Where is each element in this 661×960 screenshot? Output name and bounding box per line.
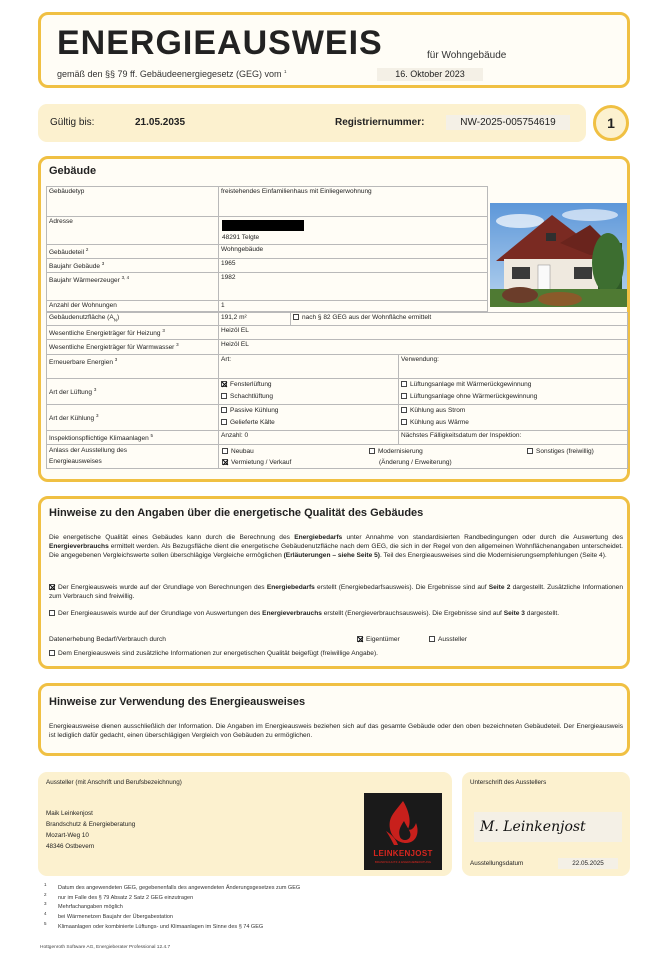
reason-label: Anlass der Ausstellung des Energieausweises bbox=[47, 444, 219, 468]
data-collection-owner: Eigentümer bbox=[357, 636, 400, 643]
ac-label: Inspektionspflichtige Klimaanlagen $^5$ bbox=[47, 430, 219, 444]
cooling-delivered-checkbox[interactable] bbox=[221, 419, 227, 425]
header-box bbox=[38, 12, 630, 88]
document-subtitle: für Wohngebäude bbox=[427, 50, 507, 61]
software-credit: Hottgenroth Software AG, Energieberater Professional 12.4.7 bbox=[40, 945, 171, 950]
area-value: 191,2 m² bbox=[219, 313, 291, 326]
ventilation-window-checkbox[interactable] bbox=[221, 381, 227, 387]
heating-carrier-value: Heizöl EL bbox=[219, 326, 628, 340]
area-option: nach § 82 GEG aus der Wohnfläche ermittelt bbox=[291, 313, 628, 326]
heater-year-label: Baujahr Wärmeerzeuger $^{3, 4}$ bbox=[47, 273, 219, 301]
cooling-options-left: Passive Kühlung Gelieferte Kälte bbox=[219, 404, 399, 430]
area-option-checkbox[interactable] bbox=[293, 314, 299, 320]
ac-count: Anzahl: 0 bbox=[219, 430, 399, 444]
heater-year-value: 1982 bbox=[219, 273, 488, 301]
logo-subtext: BRANDSCHUTZ & ENERGIEBERATUNG bbox=[374, 860, 432, 864]
quality-option-demand: Der Energieausweis wurde auf der Grundlage von Berechnungen des Energiebedarfs erstellt (Energiebedarfsausweis). Die Ergebnisse sind auf Seite 2 dargestellt. Zusätzliche Informationen zum Verbrauch sind freiwillig. bbox=[49, 584, 623, 600]
page-number-badge: 1 bbox=[593, 105, 629, 141]
law-date: 16. Oktober 2023 bbox=[377, 68, 483, 81]
cooling-electric-checkbox[interactable] bbox=[401, 407, 407, 413]
ventilation-options-right: Lüftungsanlage mit Wärmerückgewinnung Lüftungsanlage ohne Wärmerückgewinnung bbox=[399, 378, 628, 404]
issuer-name: Maik Leinkenjost bbox=[46, 810, 93, 817]
footnote: $^3$Mehrfachangaben möglich bbox=[44, 901, 123, 911]
ventilation-norecovery-checkbox[interactable] bbox=[401, 393, 407, 399]
issuer-logo bbox=[364, 793, 442, 870]
building-photo bbox=[490, 203, 627, 307]
year-built-value: 1965 bbox=[219, 259, 488, 273]
law-reference bbox=[57, 69, 287, 79]
valid-until-value: 21.05.2035 bbox=[135, 117, 186, 128]
data-collection-issuer: Aussteller bbox=[429, 636, 467, 643]
issue-date-value: 22.05.2025 bbox=[558, 858, 618, 869]
water-carrier-label: Wesentliche Energieträger für Warmwasser $^3$ bbox=[47, 340, 219, 354]
reason-modernization-sub: (Änderung / Erweiterung) bbox=[379, 458, 452, 466]
issue-date-label: Ausstellungsdatum bbox=[470, 860, 524, 867]
units-label: Anzahl der Wohnungen bbox=[47, 301, 219, 312]
footnote: $^1$Datum des angewendeten GEG, gegebenenfalls des angewendeten Änderungsgesetzes zum GEG bbox=[44, 882, 301, 891]
issuer-checkbox[interactable] bbox=[429, 636, 435, 642]
issuer-label: Aussteller (mit Anschrift und Berufsbezeichnung) bbox=[46, 779, 182, 786]
reason-other-checkbox[interactable] bbox=[527, 448, 533, 454]
demand-certificate-checkbox[interactable] bbox=[49, 584, 55, 590]
footnotes bbox=[44, 882, 604, 930]
reason-new-checkbox[interactable] bbox=[222, 448, 228, 454]
quality-notes-section bbox=[38, 496, 630, 669]
quality-section-title: Hinweise zu den Angaben über die energetische Qualität des Gebäudes bbox=[49, 507, 424, 519]
reason-modernization-checkbox[interactable] bbox=[369, 448, 375, 454]
building-table-top bbox=[46, 186, 488, 312]
heating-carrier-label: Wesentliche Energieträger für Heizung $^3$ bbox=[47, 326, 219, 340]
building-type-label: Gebäudetyp bbox=[47, 187, 219, 217]
water-carrier-value: Heizöl EL bbox=[219, 340, 628, 354]
reason-rent-checkbox[interactable] bbox=[222, 459, 228, 465]
usage-section-title: Hinweise zur Verwendung des Energieausweises bbox=[49, 696, 306, 708]
validity-bar bbox=[38, 104, 586, 142]
ventilation-recovery-checkbox[interactable] bbox=[401, 381, 407, 387]
signature-panel bbox=[462, 772, 630, 876]
issuer-panel bbox=[38, 772, 452, 876]
renewables-type: Art: bbox=[219, 354, 399, 378]
ventilation-shaft-checkbox[interactable] bbox=[221, 393, 227, 399]
building-table-bottom bbox=[46, 312, 628, 469]
building-part-value: Wohngebäude bbox=[219, 245, 488, 259]
quality-option-consumption: Der Energieausweis wurde auf der Grundlage von Auswertungen des Energieverbrauchs erstellt (Energieverbrauchsausweis). Die Ergebnisse sind auf Seite 3 dargestellt. bbox=[49, 609, 623, 618]
signature: M. Leinkenjost bbox=[474, 812, 622, 842]
logo-text: LEINKENJOST bbox=[373, 849, 433, 858]
renewables-label: Erneuerbare Energien $^3$ bbox=[47, 354, 219, 378]
registration-value: NW-2025-005754619 bbox=[446, 115, 570, 130]
flame-icon bbox=[364, 795, 442, 849]
footnote: $^5$Klimaanlagen oder kombinierte Lüftungs- und Klimaanlagen im Sinne des § 74 GEG bbox=[44, 920, 264, 930]
ac-next-inspection: Nächstes Fälligkeitsdatum der Inspektion: bbox=[399, 430, 628, 444]
address-label: Adresse bbox=[47, 217, 219, 245]
issuer-city: 48346 Ostbevern bbox=[46, 843, 95, 850]
ventilation-options-left: Fensterlüftung Schachtlüftung bbox=[219, 378, 399, 404]
additional-info-checkbox[interactable] bbox=[49, 650, 55, 656]
ventilation-label: Art der Lüftung $^3$ bbox=[47, 378, 219, 404]
document-title: ENERGIEAUSWEIS bbox=[57, 24, 383, 62]
law-text: gemäß den §§ 79 ff. Gebäudeenergiegesetz (GEG) vom bbox=[57, 69, 282, 79]
building-section bbox=[38, 156, 630, 482]
address-cell bbox=[219, 217, 488, 245]
cooling-passive-checkbox[interactable] bbox=[221, 407, 227, 413]
additional-info: Dem Energieausweis sind zusätzliche Informationen zur energetischen Qualität beigefügt (freiwillige Angabe). bbox=[49, 650, 378, 657]
law-footnote: 1 bbox=[283, 69, 287, 74]
footnote: $^2$nur im Falle des § 79 Absatz 2 Satz 2 GEG einzutragen bbox=[44, 891, 194, 901]
cooling-heat-checkbox[interactable] bbox=[401, 419, 407, 425]
usage-notes-section bbox=[38, 683, 630, 756]
area-label: Gebäudenutzfläche $(A_N)$ bbox=[47, 313, 219, 326]
units-value: 1 bbox=[219, 301, 488, 312]
address-value: 48291 Telgte bbox=[222, 234, 260, 241]
address-redacted bbox=[222, 220, 304, 231]
cooling-label: Art der Kühlung $^3$ bbox=[47, 404, 219, 430]
registration-label: Registriernummer: bbox=[335, 117, 425, 128]
renewables-use: Verwendung: bbox=[399, 354, 628, 378]
footnote: $^4$bei Wärmenetzen Baujahr der Übergabestation bbox=[44, 910, 173, 920]
issuer-street: Mozart-Weg 10 bbox=[46, 832, 89, 839]
building-part-label: Gebäudeteil $^2$ bbox=[47, 245, 219, 259]
owner-checkbox[interactable] bbox=[357, 636, 363, 642]
building-section-title: Gebäude bbox=[49, 165, 97, 177]
signature-label: Unterschrift des Ausstellers bbox=[470, 779, 547, 786]
consumption-certificate-checkbox[interactable] bbox=[49, 610, 55, 616]
year-built-label: Baujahr Gebäude $^3$ bbox=[47, 259, 219, 273]
data-collection-label: Datenerhebung Bedarf/Verbrauch durch bbox=[49, 636, 166, 643]
quality-intro: Die energetische Qualität eines Gebäudes kann durch die Berechnung des Energiebedarfs unter Annahme von standardisierten Randbedingungen oder durch die Auswertung des Energieverbrauchs ermittelt werden. Als Bezugsfläche dient die energetische Gebäudenutzfläche nach dem GEG, die sich in der Regel von den allgemeinen Wohnflächenangaben unterscheidet. Die angegebenen Vergleichswerte sollen überschlägige Vergleiche ermöglichen (Erläuterungen – siehe Seite 5). Teil des Energieausweises sind die Modernisierungsempfehlungen (Seite 4). bbox=[49, 534, 623, 559]
usage-text: Energieausweise dienen ausschließlich der Information. Die Angaben im Energieausweis beziehen sich auf das gesamte Gebäude oder den oben bezeichneten Gebäudeteil. Der Energieausweis ist lediglich dafür gedacht, einen überschlägigen Vergleich von Gebäuden zu ermöglichen. bbox=[49, 723, 623, 739]
cooling-options-right: Kühlung aus Strom Kühlung aus Wärme bbox=[399, 404, 628, 430]
reason-options: Neubau Vermietung / Verkauf Modernisierung (Änderung / Erweiterung) Sonstiges (freiwillig) bbox=[219, 444, 628, 468]
issuer-profession: Brandschutz & Energieberatung bbox=[46, 821, 136, 828]
valid-until-label: Gültig bis: bbox=[50, 117, 95, 128]
building-type-value: freistehendes Einfamilienhaus mit Einliegerwohnung bbox=[219, 187, 488, 217]
